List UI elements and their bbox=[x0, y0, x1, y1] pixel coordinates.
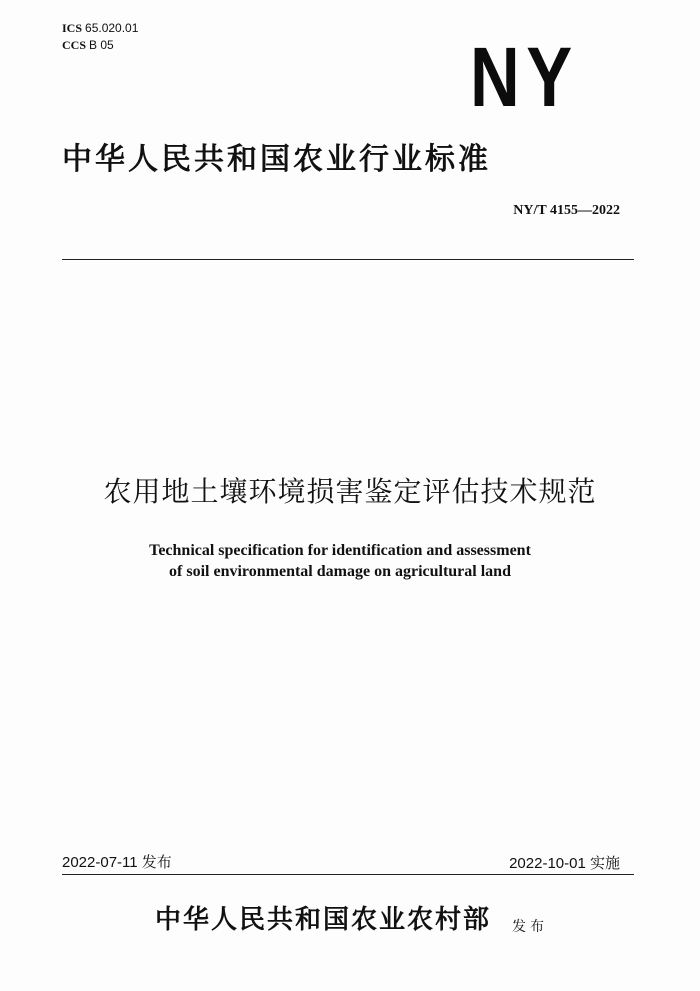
ccs-value: B 05 bbox=[89, 38, 114, 52]
ics-label: ICS bbox=[62, 21, 83, 35]
english-title-line-1: Technical specification for identification and assessment bbox=[149, 542, 531, 559]
footer-divider bbox=[62, 874, 634, 875]
ics-value: 65.020.01 bbox=[85, 21, 139, 35]
english-title-line-2: of soil environmental damage on agricultural land bbox=[169, 563, 511, 580]
standard-number: NY/T 4155—2022 bbox=[513, 203, 620, 218]
header-divider bbox=[62, 259, 634, 260]
implementation-date: 2022-10-01 实施 bbox=[509, 855, 620, 872]
english-title bbox=[0, 540, 680, 582]
issuing-authority: 中华人民共和国农业农村部 bbox=[155, 905, 492, 935]
ics-code bbox=[62, 20, 138, 37]
ny-logo: NY bbox=[470, 30, 579, 124]
publish-date: 2022-07-11 发布 bbox=[62, 854, 172, 871]
publish-label: 发布 bbox=[512, 919, 548, 935]
chinese-title: 农用地土壤环境损害鉴定评估技术规范 bbox=[103, 475, 597, 508]
ccs-label: CCS bbox=[62, 38, 87, 52]
ccs-code bbox=[62, 37, 138, 54]
classification-codes bbox=[62, 20, 138, 54]
issuer-title: 中华人民共和国农业行业标准 bbox=[62, 142, 491, 177]
